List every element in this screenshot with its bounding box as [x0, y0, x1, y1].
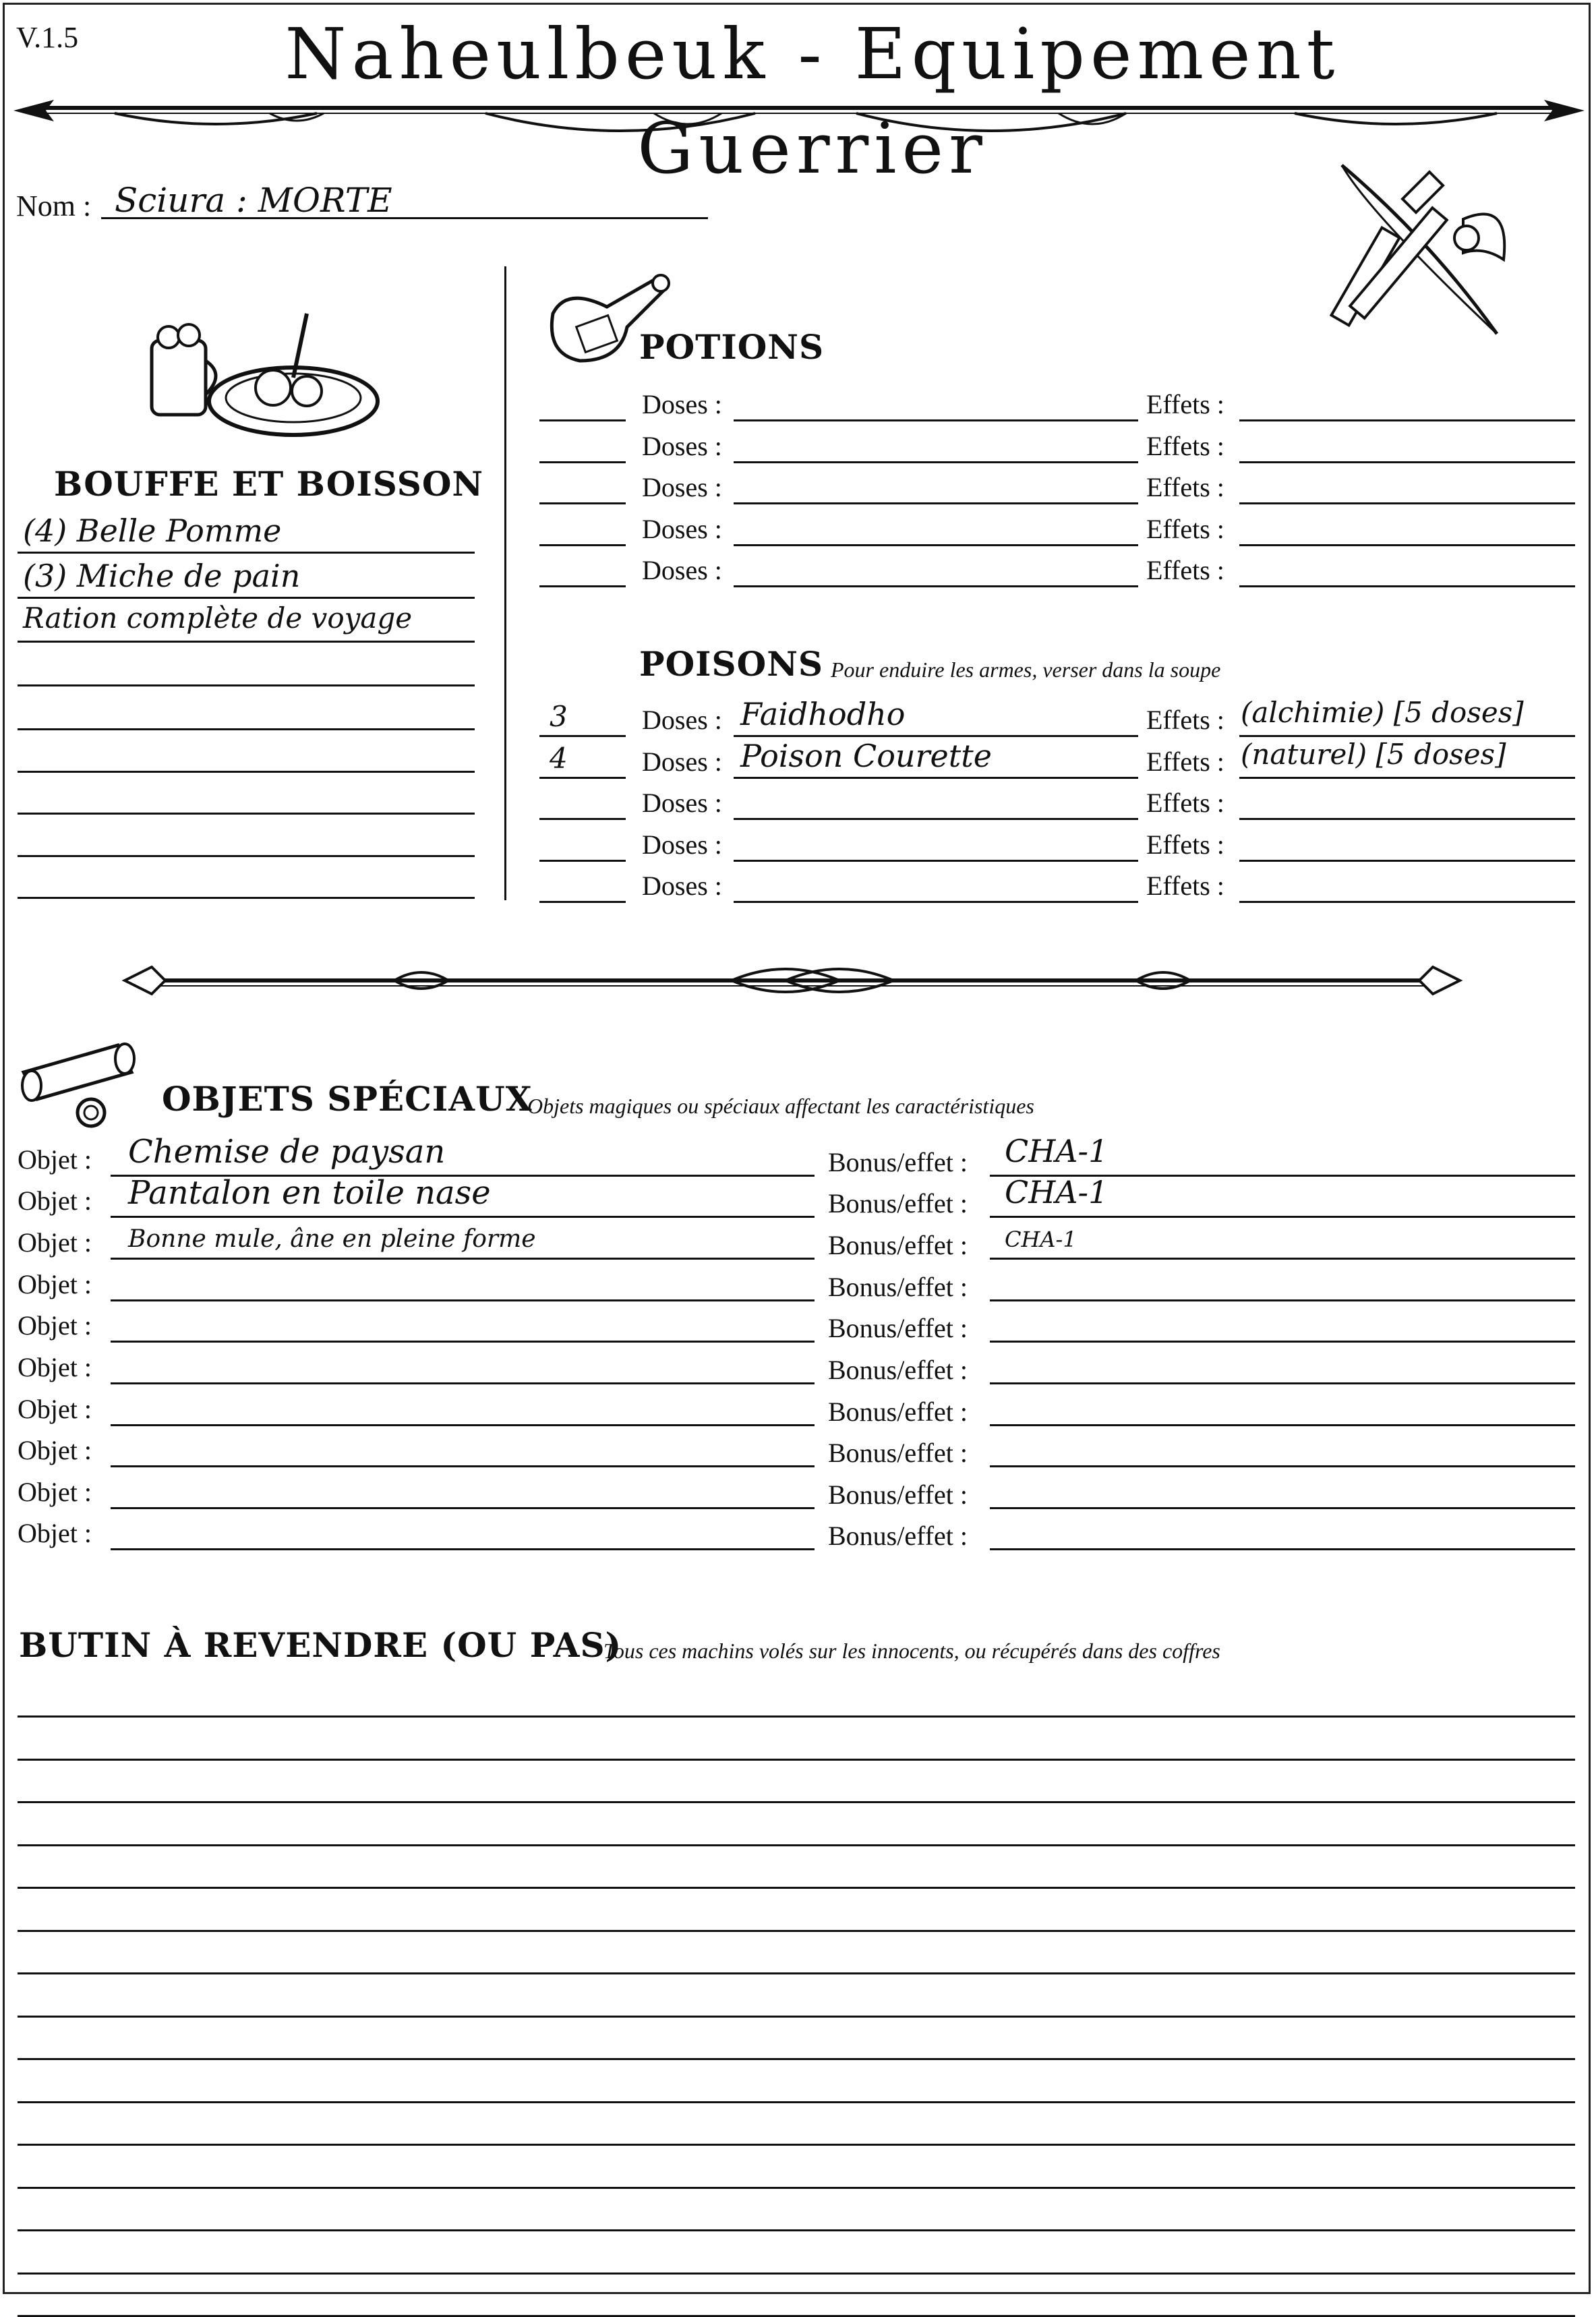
potions-heading: POTIONS	[639, 327, 825, 367]
poisons-doses-label: Doses :	[642, 871, 722, 901]
special-bonus-value[interactable]: CHA-1	[1005, 1133, 1109, 1169]
food-item-line	[18, 771, 475, 773]
name-value[interactable]: Sciura : MORTE	[115, 181, 392, 220]
potions-doses-label: Doses :	[642, 389, 722, 419]
loot-line[interactable]	[18, 2229, 1575, 2231]
food-item-line	[18, 855, 475, 857]
spear-divider-icon	[13, 88, 1585, 148]
loot-line[interactable]	[18, 2272, 1575, 2275]
special-objet-label: Objet :	[18, 1144, 92, 1175]
poisons-qty[interactable]: 3	[550, 700, 568, 733]
special-bonus-label: Bonus/effet :	[828, 1188, 968, 1219]
loot-line[interactable]	[18, 1972, 1575, 1974]
special-bonus-line	[990, 1424, 1575, 1426]
special-bonus-line	[990, 1299, 1575, 1301]
special-bonus-label: Bonus/effet :	[828, 1355, 968, 1385]
poisons-effets-line	[1239, 818, 1575, 820]
potions-doses-label: Doses :	[642, 555, 722, 585]
loot-line[interactable]	[18, 1930, 1575, 1932]
poisons-doses-value[interactable]: Faidhodho	[740, 696, 906, 732]
special-bonus-label: Bonus/effet :	[828, 1272, 968, 1302]
poisons-qty-line	[539, 735, 626, 737]
special-objet-label: Objet :	[18, 1310, 92, 1341]
staff-divider-icon	[125, 958, 1460, 1005]
poisons-effets-label: Effets :	[1146, 746, 1224, 777]
potions-effets-line	[1239, 585, 1575, 587]
special-objet-label: Objet :	[18, 1185, 92, 1216]
potions-qty-line	[539, 502, 626, 504]
special-bonus-value[interactable]: CHA-1	[1005, 1227, 1077, 1252]
poisons-doses-label: Doses :	[642, 788, 722, 818]
potions-qty-line	[539, 461, 626, 463]
special-bonus-label: Bonus/effet :	[828, 1147, 968, 1177]
loot-line[interactable]	[18, 1759, 1575, 1761]
potions-effets-label: Effets :	[1146, 431, 1224, 461]
poisons-qty[interactable]: 4	[550, 742, 568, 775]
potions-doses-line	[734, 544, 1138, 546]
poisons-doses-line	[734, 735, 1138, 737]
potions-doses-line	[734, 419, 1138, 421]
poisons-qty-line	[539, 818, 626, 820]
poisons-note: Pour enduire les armes, verser dans la soupe	[831, 657, 1221, 682]
loot-line[interactable]	[18, 1715, 1575, 1718]
food-item[interactable]: Ration complète de voyage	[23, 602, 413, 635]
poisons-doses-value[interactable]: Poison Courette	[740, 738, 992, 774]
poisons-effets-value[interactable]: (alchimie) [5 doses]	[1241, 696, 1524, 729]
food-item[interactable]: (3) Miche de pain	[23, 558, 301, 594]
special-objet-label: Objet :	[18, 1227, 92, 1258]
special-bonus-label: Bonus/effet :	[828, 1521, 968, 1551]
potions-effets-label: Effets :	[1146, 472, 1224, 502]
food-item-line	[18, 728, 475, 730]
special-objet-label: Objet :	[18, 1518, 92, 1548]
poisons-effets-line	[1239, 901, 1575, 903]
special-note: Objets magiques ou spéciaux affectant les caractéristiques	[527, 1094, 1034, 1118]
poisons-doses-line	[734, 860, 1138, 862]
special-objet-label: Objet :	[18, 1435, 92, 1465]
loot-line[interactable]	[18, 1887, 1575, 1889]
poisons-effets-line	[1239, 860, 1575, 862]
special-objet-line	[111, 1507, 815, 1509]
poisons-doses-line	[734, 901, 1138, 903]
poisons-effets-line	[1239, 777, 1575, 779]
special-bonus-label: Bonus/effet :	[828, 1479, 968, 1510]
poisons-effets-label: Effets :	[1146, 705, 1224, 735]
loot-line[interactable]	[18, 2101, 1575, 2103]
poisons-doses-label: Doses :	[642, 746, 722, 777]
special-bonus-line	[990, 1216, 1575, 1218]
loot-line[interactable]	[18, 1801, 1575, 1803]
potions-effets-line	[1239, 419, 1575, 421]
food-item-line	[18, 813, 475, 815]
page-title: Naheulbeuk - Equipement Guerrier	[285, 13, 1340, 189]
food-item-line	[18, 641, 475, 643]
name-underline	[101, 217, 708, 219]
loot-line[interactable]	[18, 1844, 1575, 1846]
special-objet-value[interactable]: Chemise de paysan	[128, 1133, 446, 1171]
potions-qty-line	[539, 419, 626, 421]
poisons-qty-line	[539, 777, 626, 779]
potions-effets-line	[1239, 544, 1575, 546]
crossed-weapons-icon	[1328, 158, 1524, 341]
poisons-qty-line	[539, 901, 626, 903]
loot-line[interactable]	[18, 2058, 1575, 2060]
potions-effets-label: Effets :	[1146, 555, 1224, 585]
special-objet-line	[111, 1216, 815, 1218]
potions-doses-label: Doses :	[642, 431, 722, 461]
potions-doses-line	[734, 502, 1138, 504]
potions-effets-label: Effets :	[1146, 389, 1224, 419]
column-divider	[504, 266, 506, 900]
poisons-effets-label: Effets :	[1146, 788, 1224, 818]
poisons-heading: POISONS	[639, 644, 824, 684]
potions-doses-label: Doses :	[642, 472, 722, 502]
special-objet-line	[111, 1424, 815, 1426]
potions-effets-line	[1239, 461, 1575, 463]
food-item-line	[18, 597, 475, 599]
potions-effets-line	[1239, 502, 1575, 504]
special-objet-line	[111, 1548, 815, 1550]
poisons-doses-label: Doses :	[642, 829, 722, 860]
food-item-line	[18, 552, 475, 554]
potions-doses-label: Doses :	[642, 514, 722, 544]
special-bonus-value[interactable]: CHA-1	[1005, 1174, 1109, 1210]
potions-doses-line	[734, 461, 1138, 463]
special-objet-line	[111, 1465, 815, 1467]
special-objet-line	[111, 1258, 815, 1260]
special-objet-label: Objet :	[18, 1394, 92, 1424]
special-objet-line	[111, 1299, 815, 1301]
version-label: V.1.5	[16, 21, 79, 54]
potions-qty-line	[539, 585, 626, 587]
food-item[interactable]: (4) Belle Pomme	[23, 512, 282, 549]
special-bonus-line	[990, 1341, 1575, 1343]
loot-heading: BUTIN À REVENDRE (OU PAS)	[19, 1625, 622, 1665]
scroll-ring-icon	[17, 1032, 152, 1133]
special-objet-value[interactable]: Bonne mule, âne en pleine forme	[128, 1225, 536, 1253]
poisons-effets-label: Effets :	[1146, 871, 1224, 901]
food-heading: BOUFFE ET BOISSON	[54, 464, 484, 504]
special-bonus-line	[990, 1258, 1575, 1260]
loot-line[interactable]	[18, 2016, 1575, 2018]
special-objet-label: Objet :	[18, 1477, 92, 1507]
loot-note: Tous ces machins volés sur les innocents, ou récupérés dans des coffres	[603, 1639, 1220, 1663]
special-bonus-line	[990, 1507, 1575, 1509]
special-objet-line	[111, 1382, 815, 1384]
poisons-effets-label: Effets :	[1146, 829, 1224, 860]
potions-effets-label: Effets :	[1146, 514, 1224, 544]
special-heading: OBJETS SPÉCIAUX	[162, 1079, 533, 1119]
name-label: Nom :	[16, 189, 92, 223]
poisons-doses-line	[734, 777, 1138, 779]
poisons-effets-line	[1239, 735, 1575, 737]
special-bonus-line	[990, 1548, 1575, 1550]
food-plate-icon	[138, 300, 381, 442]
special-objet-label: Objet :	[18, 1352, 92, 1382]
poisons-qty-line	[539, 860, 626, 862]
special-bonus-label: Bonus/effet :	[828, 1438, 968, 1468]
loot-line[interactable]	[18, 2144, 1575, 2146]
poisons-doses-line	[734, 818, 1138, 820]
special-bonus-line	[990, 1465, 1575, 1467]
food-item-line	[18, 897, 475, 899]
special-bonus-label: Bonus/effet :	[828, 1397, 968, 1427]
potions-qty-line	[539, 544, 626, 546]
special-objet-line	[111, 1341, 815, 1343]
special-bonus-line	[990, 1382, 1575, 1384]
loot-line[interactable]	[18, 2187, 1575, 2189]
special-objet-value[interactable]: Pantalon en toile nase	[128, 1174, 491, 1212]
special-bonus-label: Bonus/effet :	[828, 1230, 968, 1260]
potions-doses-line	[734, 585, 1138, 587]
food-item-line	[18, 684, 475, 686]
poisons-effets-value[interactable]: (naturel) [5 doses]	[1241, 738, 1506, 771]
special-bonus-label: Bonus/effet :	[828, 1313, 968, 1343]
poisons-doses-label: Doses :	[642, 705, 722, 735]
special-objet-label: Objet :	[18, 1269, 92, 1299]
